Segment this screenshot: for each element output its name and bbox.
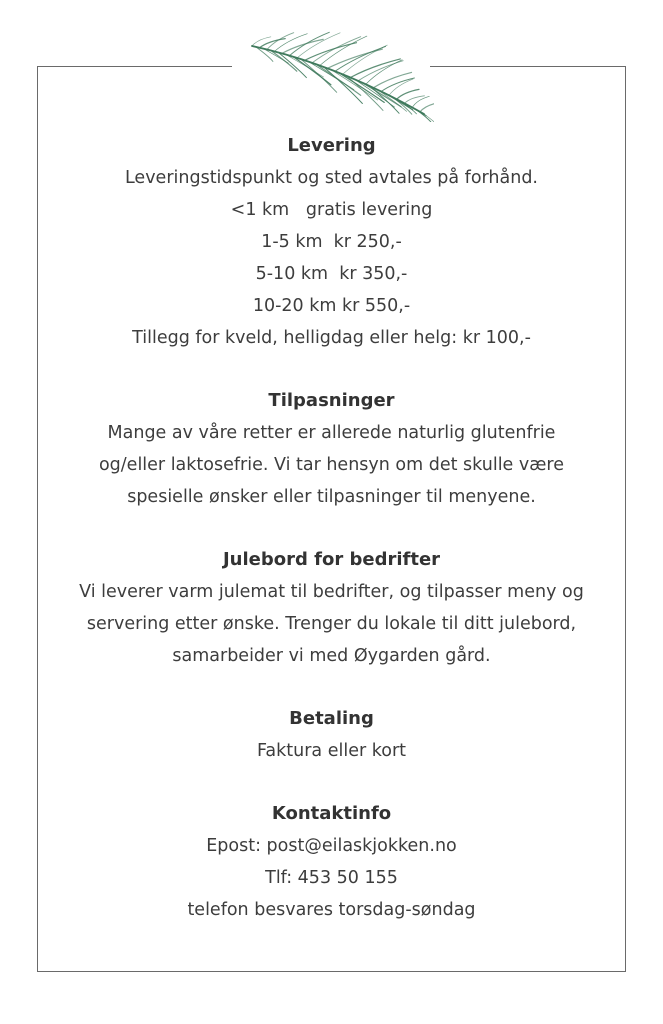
corporate-line: Vi leverer varm julemat til bedrifter, og tilpasser meny og [79, 582, 584, 602]
adaptations-line: spesielle ønsker eller tilpasninger til menyene. [127, 487, 536, 507]
delivery-line: Tillegg for kveld, helligdag eller helg: kr 100,- [132, 328, 531, 348]
adaptations-line: og/eller laktosefrie. Vi tar hensyn om det skulle være [98, 455, 565, 475]
section-contact [37, 798, 626, 926]
delivery-line: 10-20 km kr 550,- [252, 296, 411, 316]
section-adaptations [37, 385, 626, 513]
contact-hours: telefon besvares torsdag-søndag [187, 900, 476, 920]
contact-phone: Tlf: 453 50 155 [265, 868, 398, 888]
section-heading-adaptations: Tilpasninger [268, 390, 395, 411]
pine-branch-icon [246, 20, 434, 122]
section-heading-delivery: Levering [287, 135, 376, 156]
section-delivery [37, 130, 626, 354]
corporate-line: servering etter ønske. Trenger du lokale til ditt julebord, [86, 614, 577, 634]
section-heading-payment: Betaling [289, 708, 374, 729]
section-corporate [37, 544, 626, 672]
delivery-line: Leveringstidspunkt og sted avtales på forhånd. [124, 168, 538, 188]
corporate-line: samarbeider vi med Øygarden gård. [172, 646, 491, 666]
contact-email: Epost: post@eilaskjokken.no [206, 836, 457, 856]
delivery-line: 5-10 km kr 350,- [255, 264, 408, 284]
delivery-line: 1-5 km kr 250,- [261, 232, 402, 252]
section-payment [37, 703, 626, 767]
adaptations-line: Mange av våre retter er allerede naturlig glutenfrie [107, 423, 556, 443]
delivery-line: <1 km gratis levering [230, 200, 433, 220]
section-heading-contact: Kontaktinfo [271, 803, 392, 824]
payment-line: Faktura eller kort [256, 741, 407, 761]
info-content [37, 130, 626, 957]
section-heading-corporate: Julebord for bedrifter [222, 549, 441, 570]
